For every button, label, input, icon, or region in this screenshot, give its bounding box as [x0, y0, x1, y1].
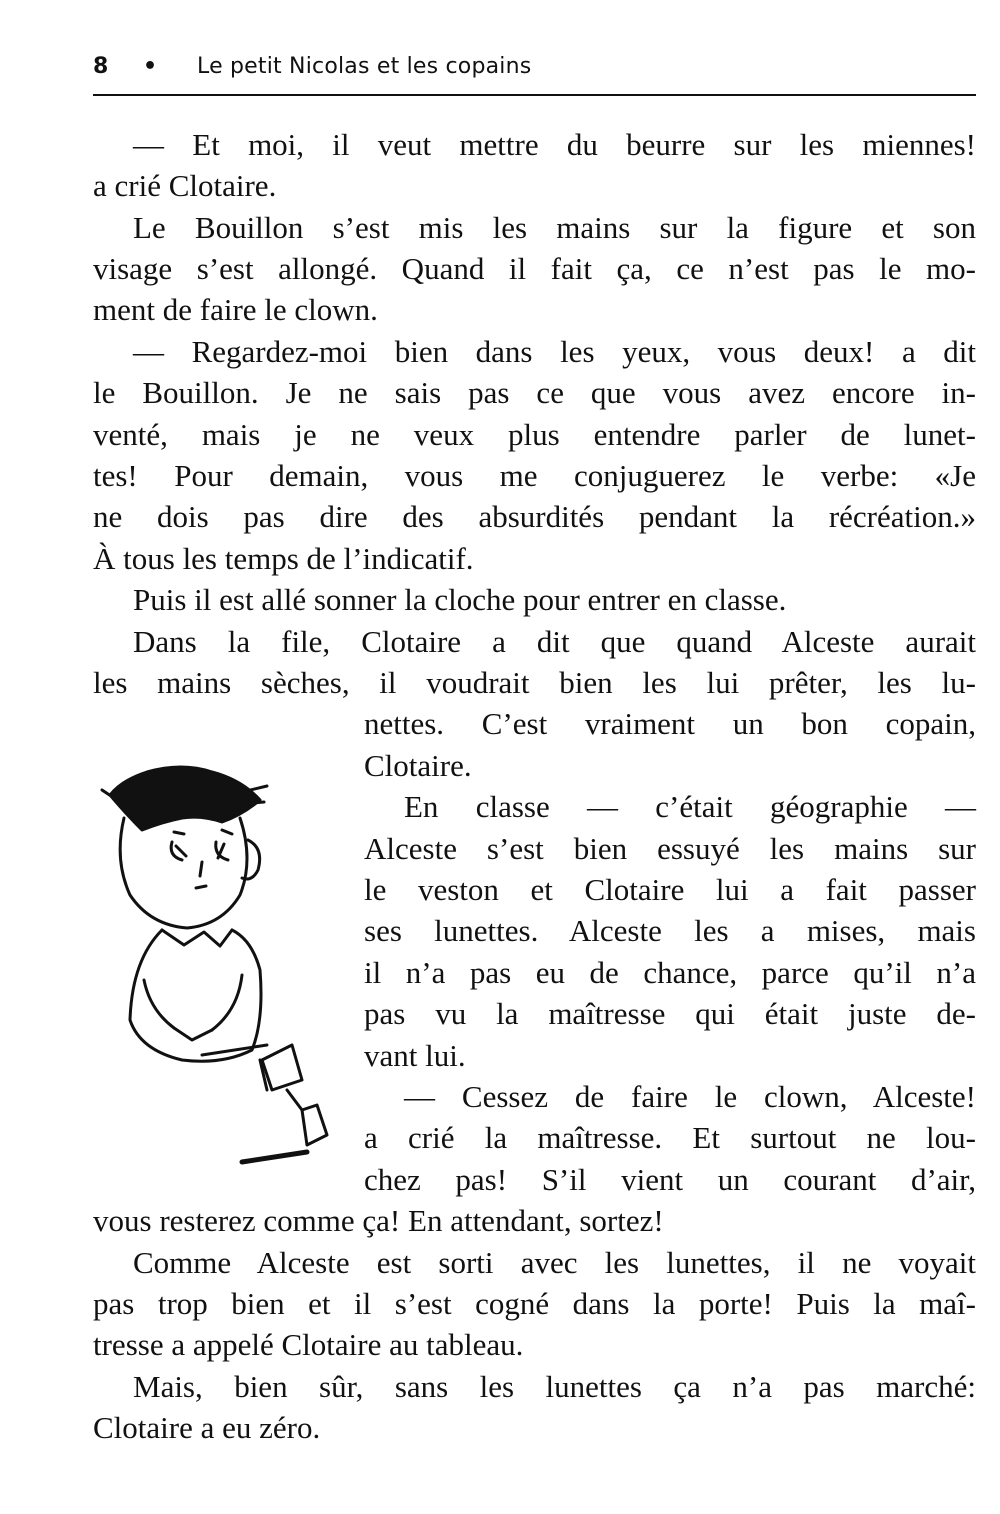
text-line: vant lui.: [364, 1038, 466, 1073]
text-line: Comme Alceste est sorti avec les lunettes, il ne voyait: [133, 1245, 976, 1280]
text-line: tes! Pour demain, vous me conjuguerez le verbe: «Je: [93, 458, 976, 493]
text-line: tresse a appelé Clotaire au tableau.: [93, 1327, 524, 1362]
text-line: ses lunettes. Alceste les a mises, mais: [364, 913, 976, 948]
text-line: Clotaire a eu zéro.: [93, 1410, 321, 1445]
text-line: pas trop bien et il s’est cogné dans la porte! Puis la maî-: [93, 1286, 976, 1321]
book-title: Le petit Nicolas et les copains: [197, 54, 532, 79]
text-line: — Regardez-moi bien dans les yeux, vous deux! a dit: [133, 334, 976, 369]
text-line: Le Bouillon s’est mis les mains sur la figure et son: [133, 210, 976, 245]
text-line: a crié Clotaire.: [93, 168, 277, 203]
text-line: chez pas! S’il vient un courant d’air,: [364, 1162, 976, 1197]
running-header: [93, 50, 976, 84]
text-line: Clotaire.: [364, 748, 472, 783]
text-line: le veston et Clotaire lui a fait passer: [364, 872, 976, 907]
text-line: les mains sèches, il voudrait bien les lui prêter, les lu-: [93, 665, 976, 700]
text-line: le Bouillon. Je ne sais pas ce que vous avez encore in-: [93, 375, 976, 410]
text-line: a crié la maîtresse. Et surtout ne lou-: [364, 1120, 976, 1155]
text-line: Dans la file, Clotaire a dit que quand Alceste aurait: [133, 624, 976, 659]
page-number: 8: [93, 54, 109, 79]
text-line: — Et moi, il veut mettre du beurre sur les miennes!: [133, 127, 976, 162]
header-bullet: •: [143, 54, 158, 79]
text-line: En classe — c’était géographie —: [404, 789, 976, 824]
text-line: nettes. C’est vraiment un bon copain,: [364, 706, 976, 741]
boy-with-glasses-drawing-icon: [92, 760, 352, 1180]
text-line: — Cessez de faire le clown, Alceste!: [404, 1079, 976, 1114]
text-line: il n’a pas eu de chance, parce qu’il n’a: [364, 955, 976, 990]
text-line: Puis il est allé sonner la cloche pour entrer en classe.: [133, 582, 787, 617]
text-line: ment de faire le clown.: [93, 292, 378, 327]
text-line: ne dois pas dire des absurdités pendant la récréation.»: [93, 499, 976, 534]
text-line: pas vu la maîtresse qui était juste de-: [364, 996, 976, 1031]
text-line: venté, mais je ne veux plus entendre parler de lunet-: [93, 417, 976, 452]
text-line: À tous les temps de l’indicatif.: [93, 541, 474, 576]
text-line: Mais, bien sûr, sans les lunettes ça n’a pas marché:: [133, 1369, 976, 1404]
header-rule: [93, 94, 976, 96]
text-line: Alceste s’est bien essuyé les mains sur: [364, 831, 976, 866]
text-line: vous resterez comme ça! En attendant, sortez!: [93, 1203, 664, 1238]
text-line: visage s’est allongé. Quand il fait ça, ce n’est pas le mo-: [93, 251, 976, 286]
